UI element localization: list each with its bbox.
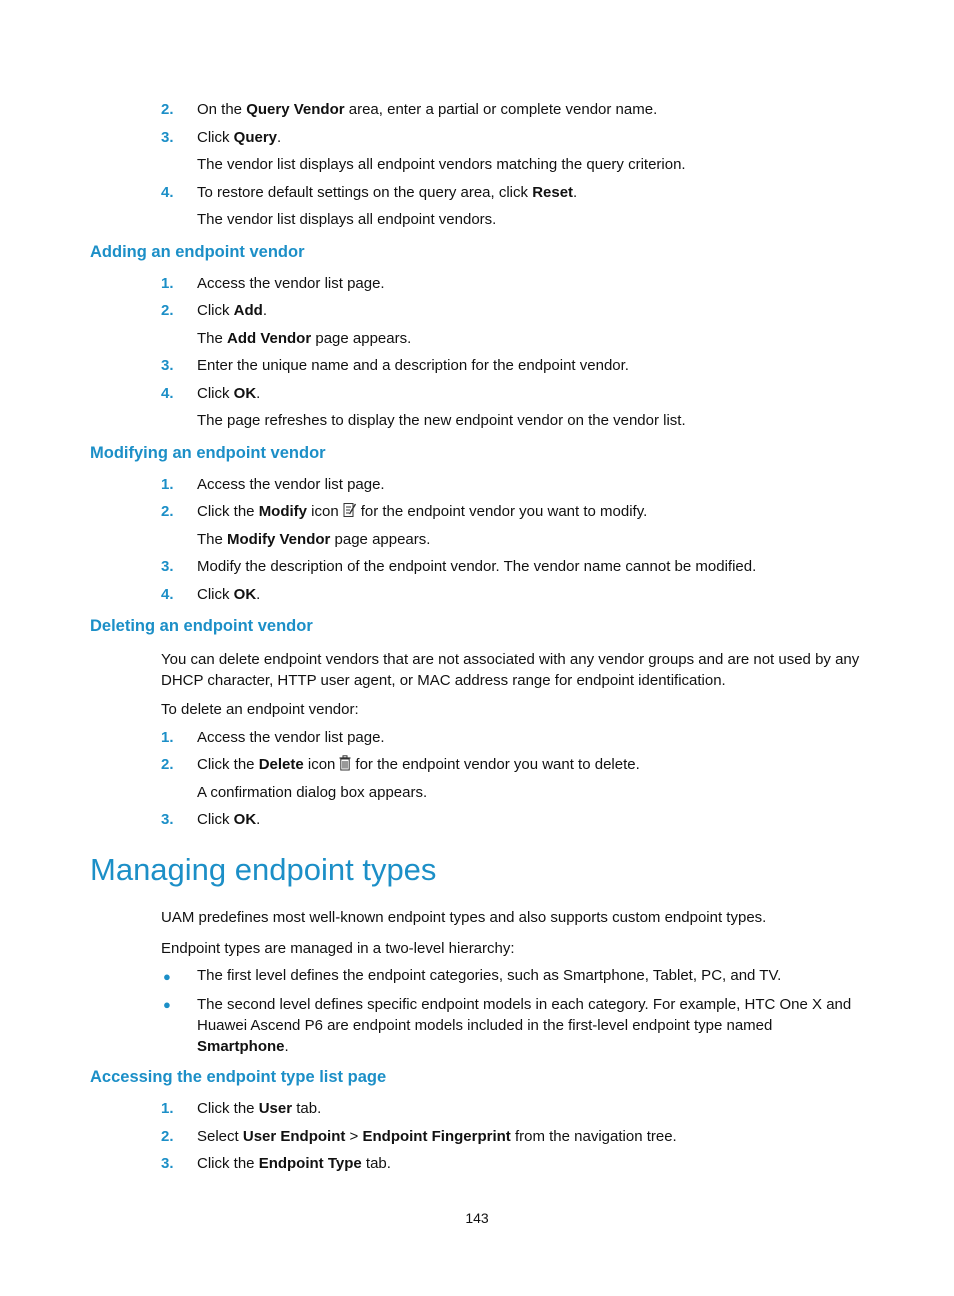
step-number: 1. (161, 275, 174, 292)
text-run: . (262, 302, 268, 319)
step-text (197, 128, 281, 148)
step-text (197, 810, 260, 830)
step-number: 2. (161, 756, 174, 773)
ui-term: Endpoint Type (258, 1155, 362, 1172)
step-text (197, 384, 260, 404)
text-run: On the (197, 101, 247, 118)
page-number: 143 (465, 1210, 489, 1226)
text-run: . (256, 586, 261, 603)
text-run: . (277, 129, 282, 146)
step-note: The vendor list displays all endpoint vendors. (197, 211, 497, 228)
step-number: 3. (161, 129, 174, 146)
step-text (197, 100, 657, 120)
chapter-title: Managing endpoint types (90, 852, 437, 887)
ui-term: Smartphone (197, 1038, 285, 1055)
section-heading-deleting: Deleting an endpoint vendor (90, 617, 313, 635)
text-run: . (573, 184, 578, 201)
text-run: page appears. (330, 531, 431, 548)
step-text (197, 585, 260, 605)
text-run: for the endpoint vendor you want to delete. (355, 756, 640, 773)
ui-term: Modify Vendor (227, 531, 331, 548)
text-run: for the endpoint vendor you want to modify. (360, 503, 648, 520)
text-run: Select (197, 1128, 243, 1145)
text-run: from the navigation tree. (510, 1128, 677, 1145)
ui-term: Endpoint Fingerprint (362, 1128, 511, 1145)
step-number: 1. (161, 476, 174, 493)
text-run: The (197, 531, 228, 548)
text-run: Click (197, 302, 234, 319)
step-number: 4. (161, 586, 174, 603)
text-run: Click the (197, 503, 259, 520)
step-number: 3. (161, 811, 174, 828)
ui-term: Modify (258, 503, 308, 520)
step-note: The page refreshes to display the new endpoint vendor on the vendor list. (197, 412, 686, 429)
text-run: Click the (197, 756, 259, 773)
text-run: page appears. (311, 330, 412, 347)
step-text (197, 1154, 391, 1174)
step-number: 3. (161, 558, 174, 575)
bullet-text: The first level defines the endpoint categories, such as Smartphone, Tablet, PC, and TV. (197, 967, 782, 984)
text-run: Click (197, 129, 234, 146)
step-number: 1. (161, 1100, 174, 1117)
text-run: . (284, 1038, 289, 1055)
step-text (197, 1127, 677, 1147)
step-number: 3. (161, 1155, 174, 1172)
text-run: icon (303, 756, 336, 773)
delete-icon (339, 755, 351, 777)
step-number: 2. (161, 1128, 174, 1145)
paragraph: UAM predefines most well-known endpoint types and also supports custom endpoint types. (161, 909, 767, 926)
step-text: Access the vendor list page. (197, 275, 385, 292)
paragraph: To delete an endpoint vendor: (161, 701, 359, 718)
step-text: Access the vendor list page. (197, 729, 385, 746)
step-note: A confirmation dialog box appears. (197, 784, 428, 801)
step-number: 4. (161, 184, 174, 201)
text-run: > (345, 1128, 363, 1145)
ui-term: Delete (258, 756, 304, 773)
ui-term: OK (233, 385, 257, 402)
step-text (197, 183, 577, 203)
section-heading-accessing: Accessing the endpoint type list page (90, 1068, 387, 1086)
step-number: 4. (161, 385, 174, 402)
text-run: . (256, 811, 261, 828)
text-run: The second level defines specific endpoint models in each category. For example, HTC One X and Huawei Ascend P6 are endpoint models included in the first-level endpoint type named (197, 996, 852, 1034)
step-text (197, 502, 647, 524)
section-heading-adding: Adding an endpoint vendor (90, 243, 305, 261)
ui-term: Add (233, 302, 263, 319)
step-number: 1. (161, 729, 174, 746)
bullet-icon: ● (163, 969, 171, 984)
text-run: area, enter a partial or complete vendor name. (344, 101, 658, 118)
ui-term: OK (233, 811, 257, 828)
step-text (197, 301, 267, 321)
step-number: 3. (161, 357, 174, 374)
text-run: tab. (292, 1100, 322, 1117)
ui-term: Add Vendor (227, 330, 312, 347)
bullet-text (197, 994, 867, 1057)
step-note: The vendor list displays all endpoint vendors matching the query criterion. (197, 156, 686, 173)
step-number: 2. (161, 101, 174, 118)
step-note (197, 530, 430, 550)
text-run: icon (307, 503, 339, 520)
step-text (197, 1099, 321, 1119)
bullet-icon: ● (163, 997, 171, 1012)
text-run: Click (197, 385, 234, 402)
text-run: tab. (361, 1155, 391, 1172)
paragraph: You can delete endpoint vendors that are not associated with any vendor groups and are not used by any DHCP character, HTTP user agent, or MAC address range for endpoint identification. (161, 651, 860, 689)
paragraph: Endpoint types are managed in a two-level hierarchy: (161, 940, 515, 957)
step-note (197, 329, 411, 349)
ui-term: Query (233, 129, 278, 146)
ui-term: User Endpoint (242, 1128, 346, 1145)
ui-term: Reset (532, 184, 574, 201)
text-run: Click the (197, 1100, 259, 1117)
text-run: Click (197, 586, 234, 603)
text-run: Click the (197, 1155, 259, 1172)
ui-term: Query Vendor (246, 101, 345, 118)
step-number: 2. (161, 302, 174, 319)
text-run: The (197, 330, 228, 347)
step-number: 2. (161, 503, 174, 520)
ui-term: User (258, 1100, 293, 1117)
text-run: Click (197, 811, 234, 828)
ui-term: OK (233, 586, 257, 603)
step-text: Modify the description of the endpoint vendor. The vendor name cannot be modified. (197, 558, 757, 575)
step-text: Access the vendor list page. (197, 476, 385, 493)
modify-icon (343, 502, 357, 524)
section-heading-modifying: Modifying an endpoint vendor (90, 444, 326, 462)
step-text: Enter the unique name and a description for the endpoint vendor. (197, 357, 629, 374)
step-text (197, 755, 640, 777)
text-run: To restore default settings on the query area, click (197, 184, 533, 201)
text-run: . (256, 385, 261, 402)
